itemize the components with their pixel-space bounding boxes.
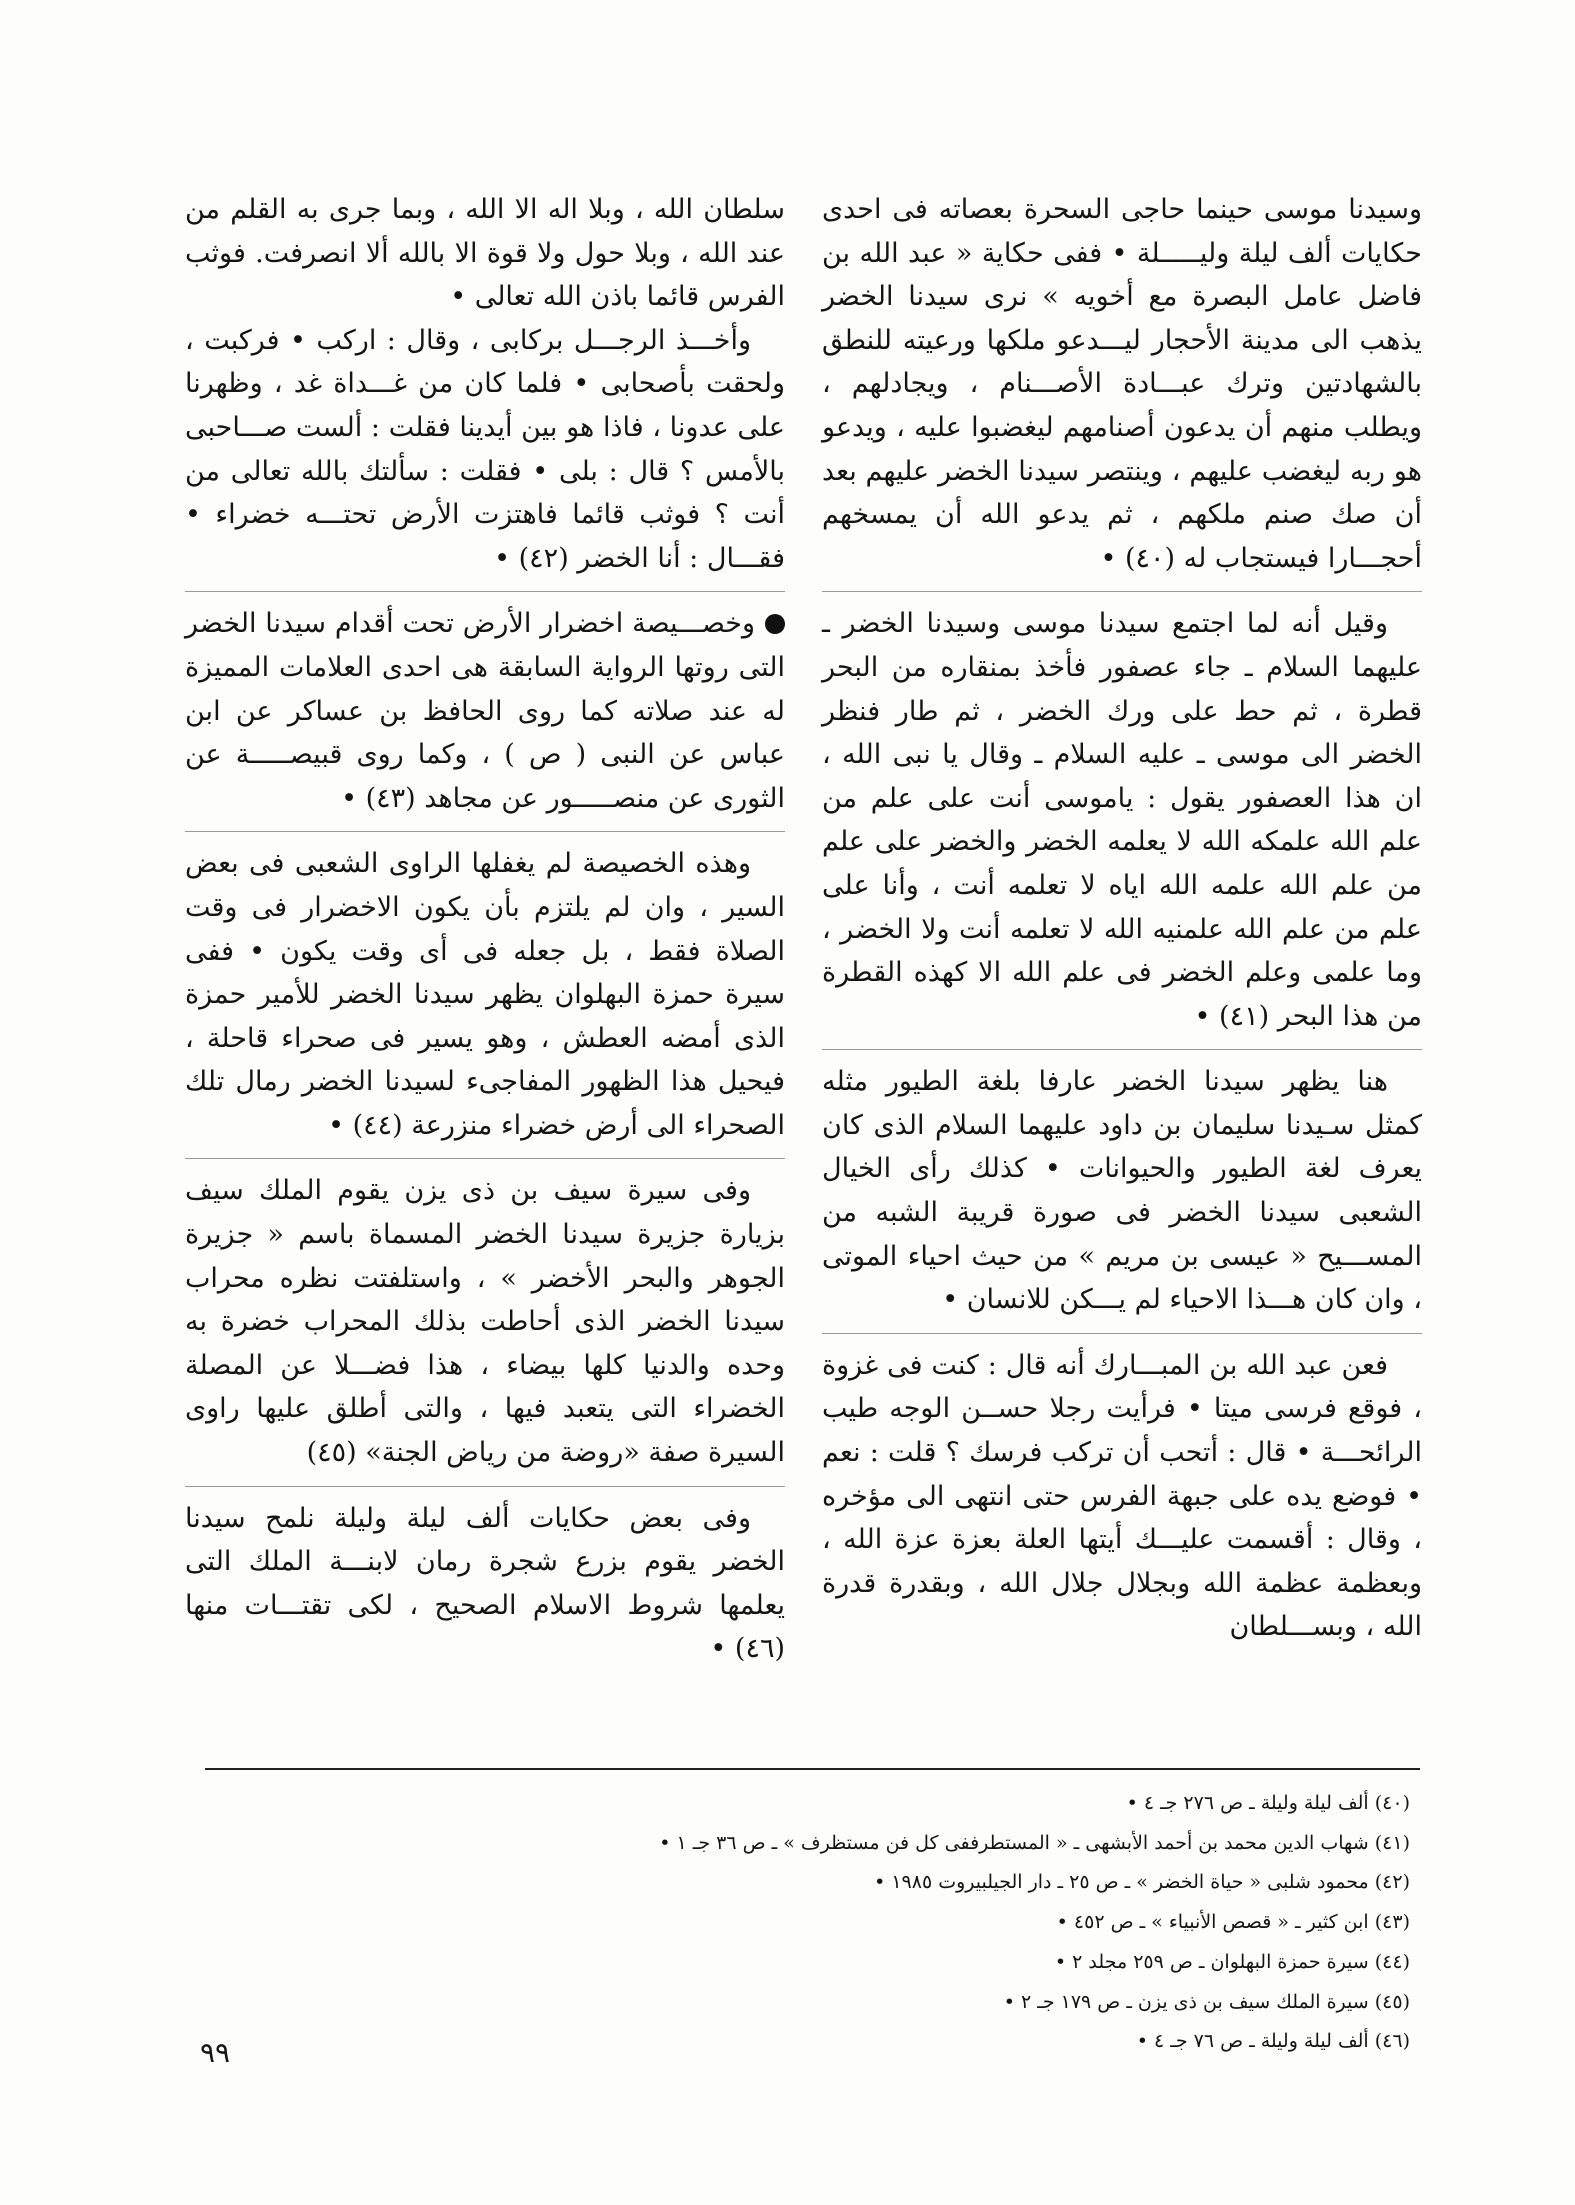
paragraph: وفى بعض حكايات ألف ليلة وليلة نلمح سيدنا الخضر يقوم بزرع شجرة رمان لابنـــة الملك التى يعلمها شروط الاسلام الصحيح ، لكى تقتـــات منها (٤٦) • [185,1502,785,1665]
footnote: (٤٣) ابن كثير ـ « قصص الأنبياء » ـ ص ٤٥٢ • [1056,1911,1410,1934]
footnote: (٤١) شهاب الدين محمد بن أحمد الأبشهى ـ « المستطرففى كل فن مستظرف » ـ ص ٣٦ جـ ١ • [659,1831,1410,1854]
paragraph-divider [185,1486,785,1487]
footnote-separator [205,1768,1420,1770]
paragraph: وهذه الخصيصة لم يغفلها الراوى الشعبى فى بعض السير ، وان لم يلتزم بأن يكون الاخضرار فى وقت الصلاة فقط ، بل جعله فى أى وقت يكون • ففى سيرة حمزة البهلوان يظهر سيدنا الخضر للأمير حمزة الذى أمضه العطش ، وهو يسير فى صحراء قاحلة ، فيحيل هذا الظهور المفاجىء لسيدنا الخضر رمال تلك الصحراء الى أرض خضراء منزرعة (٤٤) • [185,848,785,1141]
page-number: ٩٩ [200,2036,231,2069]
footnote: (٤٥) سيرة الملك سيف بن ذى يزن ـ ص ١٧٩ جـ ٢ • [1003,1990,1410,2013]
paragraph: فعن عبد الله بن المبـــارك أنه قال : كنت فى غزوة ، فوقع فرسى ميتا • فرأيت رجلا حســن الوجه طيب الرائحـــة • قال : أتحب أن تركب فرسك ؟ قلت : نعم • فوضع يده على جبهة الفرس حتى انتهى الى مؤخره ، وقال : أقسمت عليـــك أيتها العلة بعزة عزة الله ، وبعظمة عظمة الله وبجلال جلال الله ، وبقدرة قدرة الله ، وبســـلطان [822,1349,1422,1643]
paragraph-divider [185,831,785,832]
paragraph: وقيل أنه لما اجتمع سيدنا موسى وسيدنا الخضر ـ عليهما السلام ـ جاء عصفور فأخذ بمنقاره من البحر قطرة ، ثم حط على ورك الخضر ، ثم طار فنظر الخضر الى موسى ـ عليه السلام ـ وقال يا نبى الله ، ان هذا العصفور يقول : ياموسى أنت على علم من علم الله علمكه الله لا يعلمه الخضر والخضر على علم من علم الله علمه الله اياه لا تعلمه أنت ، وأنا على علم من علم الله علمنيه الله لا تعلمه أنت ولا الخضر ، وما علمى وعلم الخضر فى علم الله الا كهذه القطرة من هذا البحر (٤١) • [822,608,1422,1032]
paragraph: هنا يظهر سيدنا الخضر عارفا بلغة الطيور مثله كمثل سـيدنا سليمان بن داود عليهما السلام الذى كان يعرف لغة الطيور والحيوانات • كذلك رأى الخيال الشعبى سيدنا الخضر فى صورة قريبة الشبه من المســـيح « عيسى بن مريم » من حيث احياء الموتى ، وان كان هـــذا الاحياء لم يـــكن للانسان • [822,1066,1422,1316]
footnote: (٤٢) محمود شلبى « حياة الخضر » ـ ص ٢٥ ـ دار الجيلبيروت ١٩٨٥ • [874,1871,1410,1894]
paragraph-divider [822,1333,1422,1334]
footnote: (٤٦) ألف ليلة وليلة ـ ص ٧٦ جـ ٤ • [1136,2030,1410,2053]
paragraph: وأخـــذ الرجـــل بركابى ، وقال : اركب • فركبت ، ولحقت بأصحابى • فلما كان من غـــداة غد ، وظهرنا على عدونا ، فاذا هو بين أيدينا فقلت : ألست صـــاحبى بالأمس ؟ قال : بلى • فقلت : سألتك بالله تعالى من أنت ؟ فوثب قائما فاهتزت الأرض تحتـــه خضراء • فقـــال : أنا الخضر (٤٢) • [185,324,785,574]
right-column [822,188,1422,1649]
left-column [185,188,785,1671]
paragraph-divider [822,1049,1422,1050]
bulleted-paragraph [185,602,785,820]
footnote: (٤٠) ألف ليلة وليلة ـ ص ٢٧٦ جـ ٤ • [1126,1792,1410,1814]
paragraph-divider [185,591,785,592]
paragraph-divider [185,1158,785,1159]
paragraph: وفى سيرة سيف بن ذى يزن يقوم الملك سيف بزيارة جزيرة سيدنا الخضر المسماة باسم « جزيرة الجوهر والبحر الأخضر » ، واستلفتت نظره محراب سيدنا الخضر الذى أحاطت بذلك المحراب خضرة به وحده والدنيا كلها بيضاء ، هذا فضـــلا عن المصلة الخضراء التى يتعبد فيها ، والتى أطلق عليها راوى السيرة صفة «روضة من رياض الجنة» (٤٥) [185,1175,785,1469]
paragraph-divider [822,591,1422,592]
footnotes [320,1784,1410,2062]
bullet-icon [765,614,785,634]
paragraph: وسيدنا موسى حينما حاجى السحرة بعصاته فى احدى حكايات ألف ليلة وليـــــلة • ففى حكاية « عبد الله بن فاضل عامل البصرة مع أخويه » نرى سيدنا الخضر يذهب الى مدينة الأحجار ليـــدعو ملكها ورعيته للنطق بالشهادتين وترك عبـــادة الأصـــنام ، ويجادلهم ، ويطلب منهم أن يدعون أصنامهم ليغضبوا عليه ، ويدعو هو ربه ليغضب عليهم ، وينتصر سيدنا الخضر عليهم بعد أن صك صنم ملكهم ، ثم يدعو الله أن يمسخهم أحجـــارا فيستجاب له (٤٠) • [822,194,1422,574]
paragraph: سلطان الله ، وبلا اله الا الله ، وبما جرى به القلم من عند الله ، وبلا حول ولا قوة الا بالله ألا انصرفت. فوثب الفرس قائما باذن الله تعالى • [185,194,785,313]
footnote: (٤٤) سيرة حمزة البهلوان ـ ص ٢٥٩ مجلد ٢ • [1054,1950,1410,1973]
paragraph-text: وخصـــيصة اخضرار الأرض تحت أقدام سيدنا الخضر التى روتها الرواية السابقة هى احدى العلامات المميزة له عند صلاته كما روى الحافظ بن عساكر عن ابن عباس عن النبى ( ص ) ، وكما روى قبيصـــــة عن الثورى عن منصـــــور عن مجاهد (٤٣) • [185,608,785,814]
